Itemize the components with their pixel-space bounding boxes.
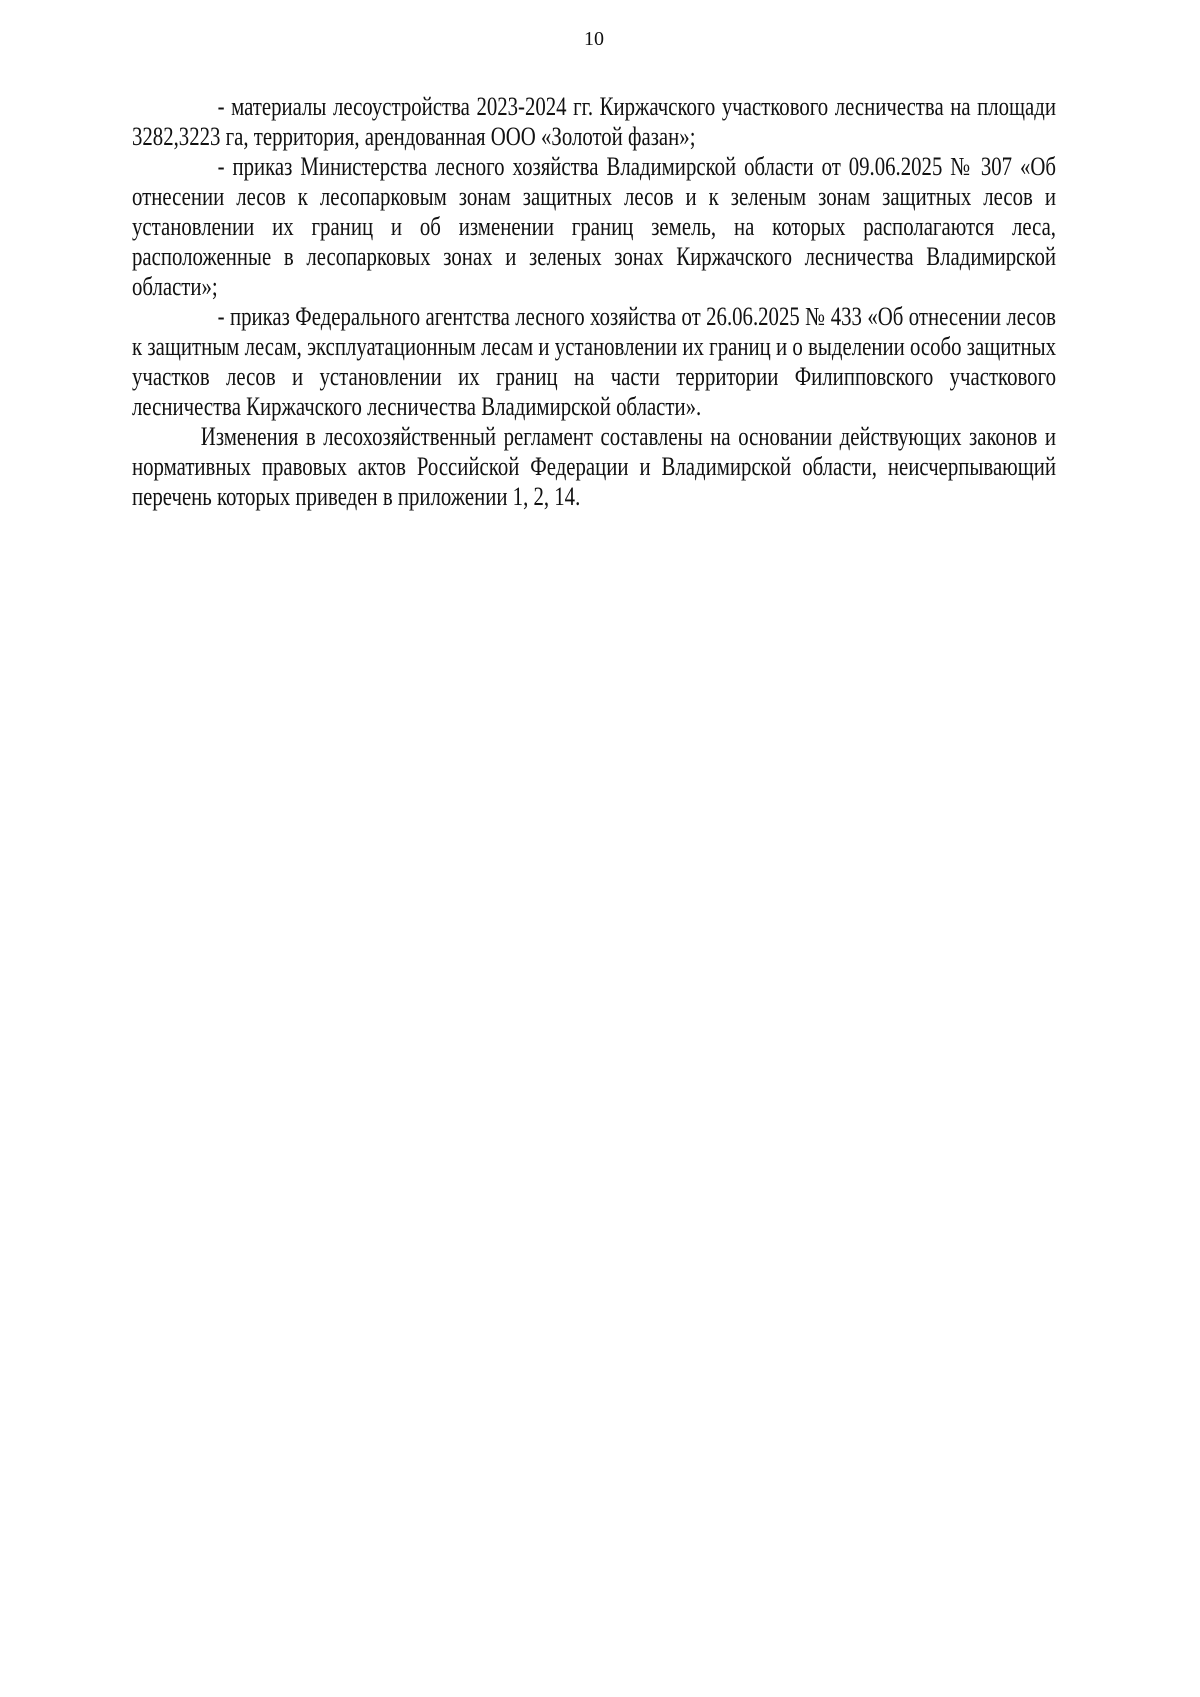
page-number: 10 (584, 28, 604, 50)
list-item-forest-materials: - материалы лесоустройства 2023-2024 гг. Киржачского участкового лесничества на площади 3282,3223 га, территория, арендованная ООО «Золотой фазан»; (132, 92, 1057, 151)
document-body (132, 92, 1056, 512)
list-item-federal-agency-order: - приказ Федерального агентства лесного хозяйства от 26.06.2025 № 433 «Об отнесении лесов к защитным лесам, эксплуатационным лесам и установлении их границ и о выделении особо защитных участков лесов и установлении их границ на части территории Филипповского участкового лесничества Киржачского лесничества Владимирской области». (132, 302, 1057, 421)
list-item-ministry-order: - приказ Министерства лесного хозяйства Владимирской области от 09.06.2025 № 307 «Об отнесении лесов к лесопарковым зонам защитных лесов и к зеленым зонам защитных лесов и установлении их границ и об изменении границ земель, на которых располагаются леса, расположенные в лесопарковых зонах и зеленых зонах Киржачского лесничества Владимирской области»; (132, 152, 1057, 301)
paragraph-changes-basis: Изменения в лесохозяйственный регламент составлены на основании действующих законов и нормативных правовых актов Российской Федерации и Владимирской области, неисчерпывающий перечень которых приведен в приложении 1, 2, 14. (132, 422, 1057, 511)
